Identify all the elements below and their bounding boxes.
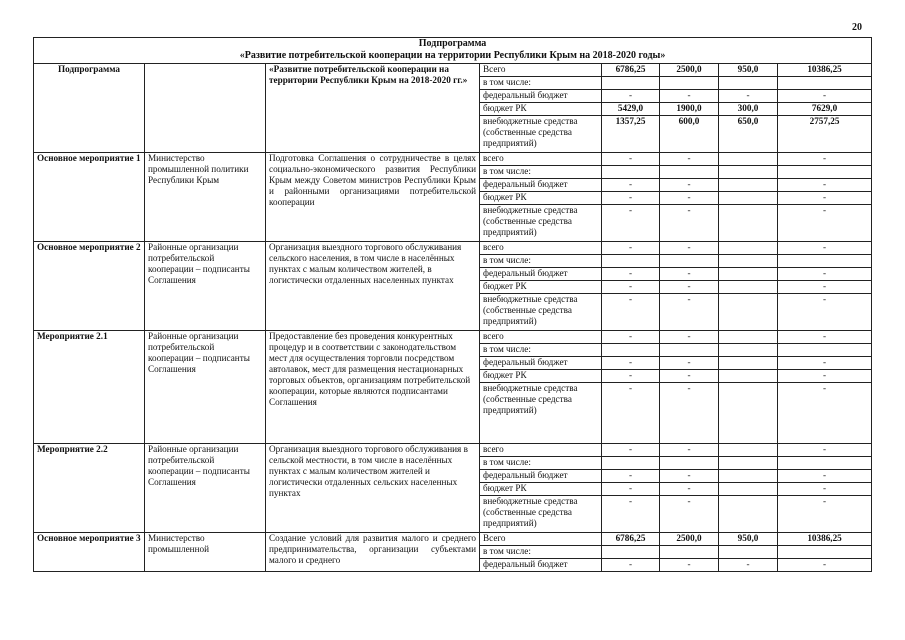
- table-row: [34, 64, 872, 77]
- amount-cell: -: [660, 331, 719, 344]
- amount-cell: -: [719, 90, 778, 103]
- amount-cell: 300,0: [719, 103, 778, 116]
- amount-cell: [719, 268, 778, 281]
- funding-source-cell: Всего: [480, 533, 602, 546]
- amount-cell: 2757,25: [778, 116, 872, 153]
- amount-cell: [778, 77, 872, 90]
- main-activity-3-description: Создание условий для развития малого и среднего предпринимательства, организации субъектами малого и среднего: [266, 533, 480, 572]
- main-activity-3-executor: Министерство промышленной: [145, 533, 266, 572]
- amount-cell: [719, 483, 778, 496]
- amount-cell: 650,0: [719, 116, 778, 153]
- amount-cell: [778, 546, 872, 559]
- amount-cell: -: [660, 370, 719, 383]
- amount-cell: [719, 496, 778, 533]
- table-row: [34, 444, 872, 457]
- amount-cell: -: [602, 205, 660, 242]
- amount-cell: 6786,25: [602, 533, 660, 546]
- funding-source-cell: внебюджетные средства (собственные средства предприятий): [480, 294, 602, 331]
- funding-source-cell: в том числе:: [480, 344, 602, 357]
- amount-cell: [778, 457, 872, 470]
- amount-cell: 2500,0: [660, 64, 719, 77]
- funding-source-cell: федеральный бюджет: [480, 470, 602, 483]
- amount-cell: [778, 344, 872, 357]
- activity-2-1-executor: Районные организации потребительской кооперации – подписанты Соглашения: [145, 331, 266, 444]
- amount-cell: [660, 344, 719, 357]
- activity-2-2-executor: Районные организации потребительской кооперации – подписанты Соглашения: [145, 444, 266, 533]
- amount-cell: [719, 205, 778, 242]
- amount-cell: -: [602, 357, 660, 370]
- amount-cell: 10386,25: [778, 64, 872, 77]
- amount-cell: [719, 457, 778, 470]
- amount-cell: -: [602, 242, 660, 255]
- amount-cell: -: [602, 444, 660, 457]
- table-title-line2: «Развитие потребительской кооперации на территории Республики Крым на 2018-2020 годы»: [239, 50, 666, 61]
- funding-source-cell: бюджет РК: [480, 192, 602, 205]
- amount-cell: [719, 179, 778, 192]
- page-number: 20: [852, 22, 862, 33]
- amount-cell: -: [602, 383, 660, 444]
- funding-source-cell: в том числе:: [480, 166, 602, 179]
- amount-cell: -: [778, 242, 872, 255]
- amount-cell: [660, 166, 719, 179]
- funding-source-cell: всего: [480, 331, 602, 344]
- amount-cell: -: [778, 444, 872, 457]
- amount-cell: [602, 255, 660, 268]
- amount-cell: [719, 383, 778, 444]
- amount-cell: [719, 255, 778, 268]
- funding-source-cell: бюджет РК: [480, 483, 602, 496]
- funding-source-cell: в том числе:: [480, 457, 602, 470]
- amount-cell: -: [660, 242, 719, 255]
- funding-source-cell: внебюджетные средства (собственные средства предприятий): [480, 383, 602, 444]
- amount-cell: -: [778, 496, 872, 533]
- amount-cell: -: [778, 559, 872, 572]
- main-activity-1-description: Подготовка Соглашения о сотрудничестве в целях социально-экономического развития Республики Крым между Советом министров Республики Крым и районными организациями потребительской кооперации: [266, 153, 480, 242]
- amount-cell: 1357,25: [602, 116, 660, 153]
- activity-2-1-description: Предоставление без проведения конкурентных процедур и в соответствии с законодательством мест для осуществления торговли посредством автолавок, мест для размещения нестационарных торговых объектов, организациям потребительской кооперации, которые являются подписантами Соглашения: [266, 331, 480, 444]
- amount-cell: -: [602, 294, 660, 331]
- amount-cell: -: [778, 370, 872, 383]
- funding-source-cell: внебюджетные средства (собственные средства предприятий): [480, 205, 602, 242]
- amount-cell: -: [660, 294, 719, 331]
- amount-cell: 10386,25: [778, 533, 872, 546]
- amount-cell: 7629,0: [778, 103, 872, 116]
- funding-source-cell: федеральный бюджет: [480, 357, 602, 370]
- amount-cell: -: [778, 205, 872, 242]
- amount-cell: 5429,0: [602, 103, 660, 116]
- table-row: [34, 242, 872, 255]
- amount-cell: 600,0: [660, 116, 719, 153]
- amount-cell: -: [602, 496, 660, 533]
- amount-cell: [602, 457, 660, 470]
- amount-cell: [719, 546, 778, 559]
- amount-cell: -: [602, 483, 660, 496]
- main-activity-1-executor: Министерство промышленной политики Республики Крым: [145, 153, 266, 242]
- table-row: [34, 533, 872, 546]
- amount-cell: -: [602, 192, 660, 205]
- funding-source-cell: в том числе:: [480, 77, 602, 90]
- main-activity-3-title: Основное мероприятие 3: [34, 533, 145, 572]
- amount-cell: [660, 77, 719, 90]
- funding-source-cell: федеральный бюджет: [480, 268, 602, 281]
- amount-cell: -: [660, 357, 719, 370]
- funding-source-cell: всего: [480, 444, 602, 457]
- amount-cell: -: [660, 192, 719, 205]
- amount-cell: -: [719, 559, 778, 572]
- funding-source-cell: федеральный бюджет: [480, 179, 602, 192]
- funding-source-cell: бюджет РК: [480, 281, 602, 294]
- amount-cell: -: [660, 179, 719, 192]
- amount-cell: [719, 166, 778, 179]
- budget-table: [33, 37, 872, 572]
- main-activity-2-title: Основное мероприятие 2: [34, 242, 145, 331]
- table-row: [34, 153, 872, 166]
- amount-cell: [660, 546, 719, 559]
- funding-source-cell: внебюджетные средства (собственные средства предприятий): [480, 496, 602, 533]
- amount-cell: [602, 344, 660, 357]
- amount-cell: -: [778, 294, 872, 331]
- amount-cell: [602, 546, 660, 559]
- amount-cell: -: [602, 331, 660, 344]
- amount-cell: [660, 457, 719, 470]
- amount-cell: -: [778, 90, 872, 103]
- amount-cell: -: [660, 268, 719, 281]
- funding-source-cell: всего: [480, 153, 602, 166]
- amount-cell: -: [660, 559, 719, 572]
- amount-cell: 1900,0: [660, 103, 719, 116]
- amount-cell: [719, 294, 778, 331]
- amount-cell: 6786,25: [602, 64, 660, 77]
- amount-cell: -: [660, 281, 719, 294]
- amount-cell: [719, 444, 778, 457]
- amount-cell: [719, 331, 778, 344]
- amount-cell: 950,0: [719, 533, 778, 546]
- subprogram-title: Подпрограмма: [34, 64, 145, 153]
- amount-cell: [660, 255, 719, 268]
- amount-cell: 2500,0: [660, 533, 719, 546]
- funding-source-cell: федеральный бюджет: [480, 90, 602, 103]
- amount-cell: -: [660, 153, 719, 166]
- table-header-row: [34, 38, 872, 64]
- main-activity-2-description: Организация выездного торгового обслуживания сельского населения, в том числе в населённых пунктах с малым количеством жителей, в логистически отдаленных населенных пунктах: [266, 242, 480, 331]
- funding-source-cell: в том числе:: [480, 546, 602, 559]
- activity-2-1-title: Мероприятие 2.1: [34, 331, 145, 444]
- amount-cell: -: [778, 268, 872, 281]
- amount-cell: -: [602, 470, 660, 483]
- amount-cell: [719, 370, 778, 383]
- main-activity-1-title: Основное мероприятие 1: [34, 153, 145, 242]
- amount-cell: -: [778, 281, 872, 294]
- activity-2-2-title: Мероприятие 2.2: [34, 444, 145, 533]
- main-activity-2-executor: Районные организации потребительской кооперации – подписанты Соглашения: [145, 242, 266, 331]
- amount-cell: -: [660, 383, 719, 444]
- amount-cell: [719, 281, 778, 294]
- amount-cell: -: [602, 281, 660, 294]
- funding-source-cell: бюджет РК: [480, 103, 602, 116]
- subprogram-executor: [145, 64, 266, 153]
- funding-source-cell: федеральный бюджет: [480, 559, 602, 572]
- funding-source-cell: внебюджетные средства (собственные средства предприятий): [480, 116, 602, 153]
- amount-cell: -: [660, 496, 719, 533]
- amount-cell: -: [778, 483, 872, 496]
- amount-cell: [602, 77, 660, 90]
- amount-cell: [778, 166, 872, 179]
- amount-cell: -: [602, 559, 660, 572]
- amount-cell: -: [778, 331, 872, 344]
- funding-source-cell: бюджет РК: [480, 370, 602, 383]
- amount-cell: [719, 153, 778, 166]
- amount-cell: [602, 166, 660, 179]
- amount-cell: -: [778, 153, 872, 166]
- funding-source-cell: всего: [480, 242, 602, 255]
- amount-cell: [719, 77, 778, 90]
- table-title-line1: Подпрограмма: [418, 38, 487, 49]
- amount-cell: -: [602, 268, 660, 281]
- funding-source-cell: Всего: [480, 64, 602, 77]
- amount-cell: -: [602, 153, 660, 166]
- amount-cell: -: [778, 470, 872, 483]
- amount-cell: -: [778, 192, 872, 205]
- amount-cell: -: [660, 444, 719, 457]
- table-row: [34, 331, 872, 344]
- amount-cell: -: [778, 179, 872, 192]
- amount-cell: -: [602, 179, 660, 192]
- amount-cell: -: [660, 90, 719, 103]
- amount-cell: -: [660, 205, 719, 242]
- amount-cell: -: [660, 470, 719, 483]
- amount-cell: -: [778, 383, 872, 444]
- amount-cell: [719, 242, 778, 255]
- amount-cell: [719, 470, 778, 483]
- amount-cell: -: [778, 357, 872, 370]
- amount-cell: [719, 344, 778, 357]
- amount-cell: -: [602, 90, 660, 103]
- amount-cell: [719, 192, 778, 205]
- subprogram-description: «Развитие потребительской кооперации на территории Республики Крым на 2018-2020 гг.»: [266, 64, 480, 153]
- table-title: [34, 38, 872, 64]
- amount-cell: -: [602, 370, 660, 383]
- amount-cell: [719, 357, 778, 370]
- amount-cell: -: [660, 483, 719, 496]
- funding-source-cell: в том числе:: [480, 255, 602, 268]
- amount-cell: [778, 255, 872, 268]
- activity-2-2-description: Организация выездного торгового обслуживания в сельской местности, в том числе в населённых пунктах с малым количеством жителей и логистически отдаленных сельских населенных пунктах: [266, 444, 480, 533]
- amount-cell: 950,0: [719, 64, 778, 77]
